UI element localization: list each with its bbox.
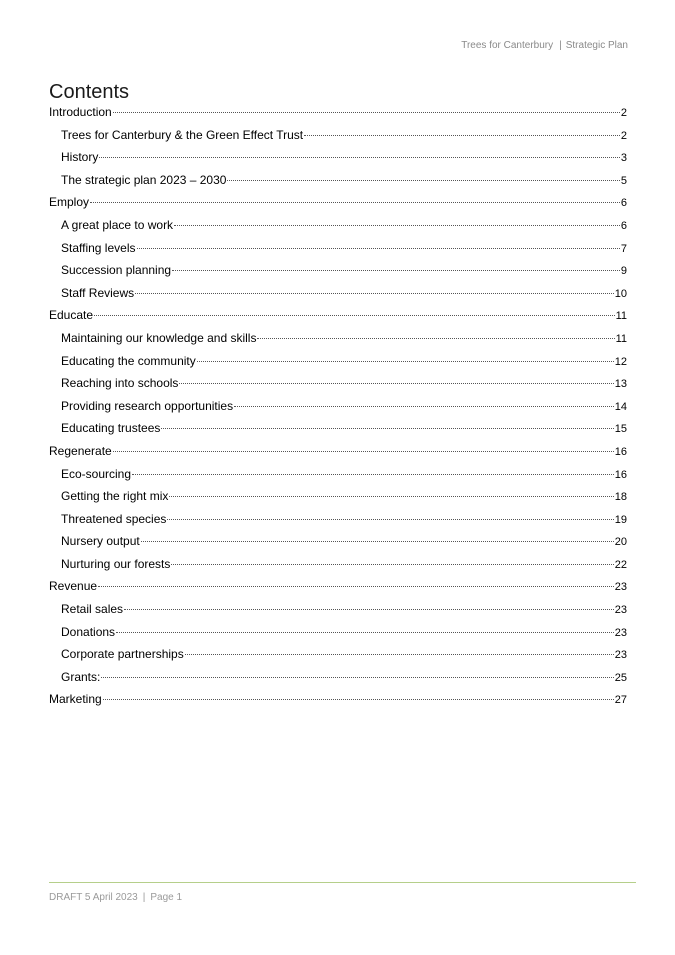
- toc-entry-title: Educating the community: [61, 353, 196, 368]
- toc-entry-title: Marketing: [49, 692, 102, 707]
- toc-page-number: 23: [614, 626, 627, 639]
- toc-entry-title: Maintaining our knowledge and skills: [61, 330, 257, 345]
- toc-page-number: 6: [620, 219, 627, 232]
- toc-entry[interactable]: [49, 124, 627, 147]
- toc-dot-leader: [137, 248, 620, 249]
- toc-entry[interactable]: [49, 621, 627, 644]
- toc-entry[interactable]: [49, 282, 627, 305]
- contents-title: Contents: [49, 81, 130, 103]
- toc-page-number: 2: [620, 107, 627, 119]
- footer-separator: |: [142, 892, 146, 903]
- toc-page-number: 16: [614, 468, 627, 481]
- toc-entry[interactable]: [49, 237, 627, 260]
- header-org-name: Trees for Canterbury: [461, 40, 554, 51]
- toc-entry[interactable]: [49, 666, 627, 689]
- toc-dot-leader: [169, 496, 613, 497]
- toc-dot-leader: [257, 338, 614, 339]
- toc-entry[interactable]: [49, 214, 627, 237]
- toc-dot-leader: [113, 451, 614, 452]
- toc-dot-leader: [171, 564, 613, 565]
- toc-entry[interactable]: [49, 508, 627, 531]
- toc-page-number: 23: [614, 581, 627, 594]
- toc-entry[interactable]: [49, 485, 627, 508]
- toc-dot-leader: [234, 406, 614, 407]
- toc-entry-title: Threatened species: [61, 511, 167, 526]
- toc-entry[interactable]: [49, 395, 627, 418]
- footer-draft-status: DRAFT 5 April 2023: [49, 892, 138, 903]
- toc-dot-leader: [124, 609, 614, 610]
- toc-entry-title: Educating trustees: [61, 421, 161, 436]
- toc-entry[interactable]: [49, 372, 627, 395]
- toc-entry-title: Regenerate: [49, 443, 112, 458]
- toc-dot-leader: [304, 135, 620, 136]
- running-footer: [49, 892, 182, 903]
- toc-entry-title: Employ: [49, 195, 90, 210]
- toc-entry[interactable]: [49, 259, 627, 282]
- toc-entry[interactable]: [49, 350, 627, 373]
- toc-page-number: 9: [620, 265, 627, 278]
- toc-entry-title: Revenue: [49, 579, 98, 594]
- toc-dot-leader: [94, 315, 615, 316]
- toc-entry[interactable]: [49, 101, 627, 124]
- toc-dot-leader: [90, 202, 620, 203]
- toc-dot-leader: [185, 654, 614, 655]
- toc-dot-leader: [116, 632, 614, 633]
- toc-dot-leader: [172, 270, 620, 271]
- footer-divider: [49, 882, 636, 883]
- toc-page-number: 20: [614, 536, 627, 549]
- toc-dot-leader: [197, 361, 614, 362]
- toc-entry[interactable]: [49, 146, 627, 169]
- toc-entry-title: A great place to work: [61, 217, 174, 232]
- toc-dot-leader: [98, 586, 614, 587]
- toc-page-number: 11: [615, 310, 627, 323]
- toc-entry-title: Staffing levels: [61, 240, 136, 255]
- toc-page-number: 5: [620, 174, 627, 187]
- toc-entry-title: Educate: [49, 308, 94, 323]
- toc-entry[interactable]: [49, 327, 627, 350]
- toc-entry[interactable]: [49, 440, 627, 463]
- toc-dot-leader: [161, 428, 613, 429]
- toc-page-number: 6: [620, 197, 627, 210]
- toc-dot-leader: [135, 293, 614, 294]
- toc-entry-title: Succession planning: [61, 263, 172, 278]
- toc-entry-title: Nursery output: [61, 534, 140, 549]
- toc-entry[interactable]: [49, 304, 627, 327]
- toc-entry[interactable]: [49, 688, 627, 711]
- toc-entry-title: Getting the right mix: [61, 489, 169, 504]
- toc-page-number: 11: [615, 332, 627, 345]
- toc-entry-title: Donations: [61, 624, 116, 639]
- toc-entry[interactable]: [49, 553, 627, 576]
- toc-entry[interactable]: [49, 417, 627, 440]
- toc-page-number: 3: [620, 152, 627, 165]
- toc-entry-title: Trees for Canterbury & the Green Effect Trust: [61, 127, 304, 142]
- toc-entry[interactable]: [49, 191, 627, 214]
- toc-dot-leader: [227, 180, 619, 181]
- toc-page-number: 16: [614, 445, 627, 458]
- toc-page-number: 18: [614, 491, 627, 504]
- toc-dot-leader: [99, 157, 620, 158]
- toc-page-number: 27: [614, 694, 627, 707]
- toc-entry[interactable]: [49, 643, 627, 666]
- toc-entry[interactable]: [49, 169, 627, 192]
- table-of-contents: [49, 101, 627, 711]
- toc-page-number: 13: [614, 378, 627, 391]
- toc-entry[interactable]: [49, 598, 627, 621]
- header-separator: |: [559, 40, 562, 51]
- toc-dot-leader: [167, 519, 613, 520]
- toc-entry-title: Staff Reviews: [61, 285, 135, 300]
- toc-page-number: 19: [614, 513, 627, 526]
- toc-entry-title: Eco-sourcing: [61, 466, 132, 481]
- toc-entry-title: The strategic plan 2023 – 2030: [61, 172, 227, 187]
- toc-page-number: 22: [614, 558, 627, 571]
- toc-page-number: 25: [614, 671, 627, 684]
- toc-entry-title: Reaching into schools: [61, 376, 179, 391]
- footer-page-number: Page 1: [150, 892, 183, 903]
- toc-page-number: 7: [620, 242, 627, 255]
- toc-entry[interactable]: [49, 463, 627, 486]
- toc-page-number: 23: [614, 604, 627, 617]
- toc-entry-title: Introduction: [49, 105, 112, 119]
- toc-dot-leader: [179, 383, 613, 384]
- toc-entry-title: Providing research opportunities: [61, 398, 234, 413]
- toc-entry[interactable]: [49, 575, 627, 598]
- toc-dot-leader: [113, 112, 620, 113]
- toc-entry-title: Grants:: [61, 669, 101, 684]
- toc-page-number: 15: [614, 423, 627, 436]
- toc-page-number: 14: [614, 400, 627, 413]
- toc-dot-leader: [101, 677, 613, 678]
- toc-page-number: 2: [620, 129, 627, 142]
- header-document-name: Strategic Plan: [565, 40, 628, 51]
- running-header: [461, 40, 628, 51]
- toc-entry-title: History: [61, 150, 99, 165]
- toc-dot-leader: [141, 541, 614, 542]
- toc-dot-leader: [174, 225, 620, 226]
- toc-page-number: 23: [614, 649, 627, 662]
- toc-page-number: 12: [614, 355, 627, 368]
- toc-entry-title: Nurturing our forests: [61, 556, 171, 571]
- toc-entry-title: Retail sales: [61, 602, 124, 617]
- toc-page-number: 10: [614, 287, 627, 300]
- toc-entry-title: Corporate partnerships: [61, 647, 184, 662]
- toc-entry[interactable]: [49, 530, 627, 553]
- toc-dot-leader: [103, 699, 614, 700]
- toc-dot-leader: [132, 474, 614, 475]
